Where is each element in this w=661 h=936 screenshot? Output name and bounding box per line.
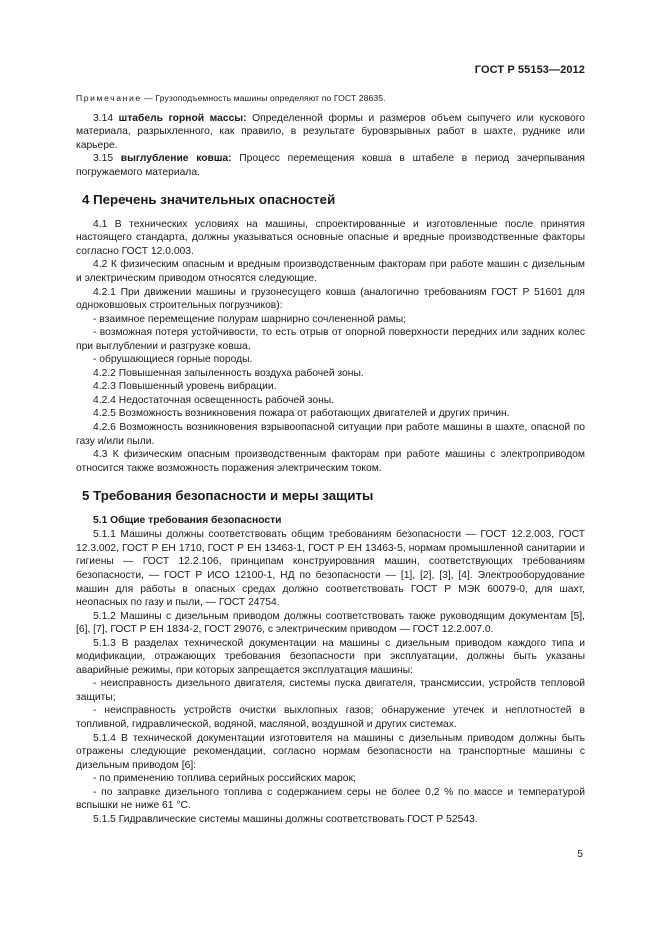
note-label: Примечание [76,93,142,103]
paragraph: 4.2.6 Возможность возникновения взрывоопасной ситуации при работе машины в шахте, опасной по газу и/или пыли. [76,422,585,447]
page-content [76,92,585,826]
paragraph: 5.1.4 В технической документации изготовителя на машины с дизельным приводом должны быть отражены следующие рекомендации, согласно нормам безопасности на транспортные машины с дизельным приводом [6]: [76,732,585,771]
paragraph: 4.2.2 Повышенная запыленность воздуха рабочей зоны. [93,367,364,379]
definition-3-14: 3.14 штабель горной массы: Определенной формы и размеров объем сыпучего или кускового материала, разрыхленного, как правило, в результате буровзрывных работ в шахте, руднике или карьере. [76,112,585,151]
paragraph: 4.2.3 Повышенный уровень вибрации. [93,381,277,393]
paragraph: 5.1.1 Машины должны соответствовать общим требованиям безопасности — ГОСТ 12.2.003, ГОСТ 12.3.002, ГОСТ Р ЕН 1710, ГОСТ Р ЕН 13463-1, ГОСТ Р ЕН 13463-5, нормам промышленной санитарии и гигиены — ГОСТ 12.2.106, принципам конструирования машин, соответствующих требованиям безопасности, — ГОСТ Р ИСО 12100-1, НД по безопасности — [1], [2], [3], [4]. Электрооборудование машин для работы в опасных средах должно соответствовать ГОСТ Р МЭК 60079-0, для шахт, неопасных по газу и пыли, — ГОСТ 24754. [76,529,585,609]
list-item: - по заправке дизельного топлива с содержанием серы не более 0,2 % по массе и температурой вспышки не ниже 61 °С. [76,786,585,812]
term: выглубление ковша: [120,153,232,165]
page-number: 5 [577,849,583,860]
note-text: — Грузоподъемность машины определяют по ГОСТ 28635. [141,93,386,103]
note [76,92,585,106]
list-item: - по применению топлива серийных российских марок; [93,773,356,785]
definition-3-15: 3.15 выглубление ковша: Процесс перемещения ковша в штабеле в период зачерпывания погружаемого материала. [76,153,585,178]
list-item: - возможная потеря устойчивости, то есть отрыв от опорной поверхности передних или задних колес при выглублении и разгрузке ковша, [76,327,585,352]
list-item: - обрушающиеся горные породы. [93,354,253,366]
list-item: - взаимное перемещение полурам шарнирно сочлененной рамы; [93,313,407,325]
paragraph: 4.2.4 Недостаточная освещенность рабочей зоны. [93,394,335,406]
paragraph: 4.1 В технических условиях на машины, спроектированные и изготовленные после принятия настоящего стандарта, должны указываться основные опасные и вредные производственные факторы согласно ГОСТ 12.0.003. [76,218,585,257]
paragraph: 5.1.2 Машины с дизельным приводом должны соответствовать также руководящим документам [5], [6], [7], ГОСТ Р ЕН 1834-2, ГОСТ 29076, с электрическим приводом — ГОСТ 12.2.007.0. [76,610,585,636]
paragraph: 4.2.1 При движении машины и грузонесущего ковша (аналогично требованиям ГОСТ Р 51601 для одноковшовых строительных погрузчиков): [76,286,585,312]
list-item: - неисправность дизельного двигателя, системы пуска двигателя, трансмиссии, устройств тепловой защиты; [76,678,585,703]
paragraph: 5.1.3 В разделах технической документации на машины с дизельным приводом каждого типа и модификации, отражающих требования безопасности при эксплуатации, должны быть указаны аварийные режимы, при которых запрещается эксплуатация машины: [76,637,585,676]
subsection-5-1-heading: 5.1 Общие требования безопасности [93,514,282,526]
paragraph: 5.1.5 Гидравлические системы машины должны соответствовать ГОСТ Р 52543. [93,813,478,825]
term: штабель горной массы: [118,112,247,124]
paragraph: 4.2 К физическим опасным и вредным производственным факторам при работе машин с дизельным и электрическим приводом относятся следующие. [76,259,585,285]
list-item: - неисправность устройств очистки выхлопных газов; обнаружение утечек и неплотностей в топливной, гидравлической, водяной, масляной, воздушной и других системах. [76,705,585,730]
section-5-heading: 5 Требования безопасности и меры защиты [82,488,374,504]
section-4-heading: 4 Перечень значительных опасностей [82,192,336,208]
paragraph: 4.3 К физическим опасным производственным факторам при работе машины с электроприводом относится также возможность поражения электрическим током. [76,449,585,474]
paragraph: 4.2.5 Возможность возникновения пожара от работающих двигателей и других причин. [93,408,510,420]
standard-code-header: ГОСТ Р 55153—2012 [474,64,585,76]
